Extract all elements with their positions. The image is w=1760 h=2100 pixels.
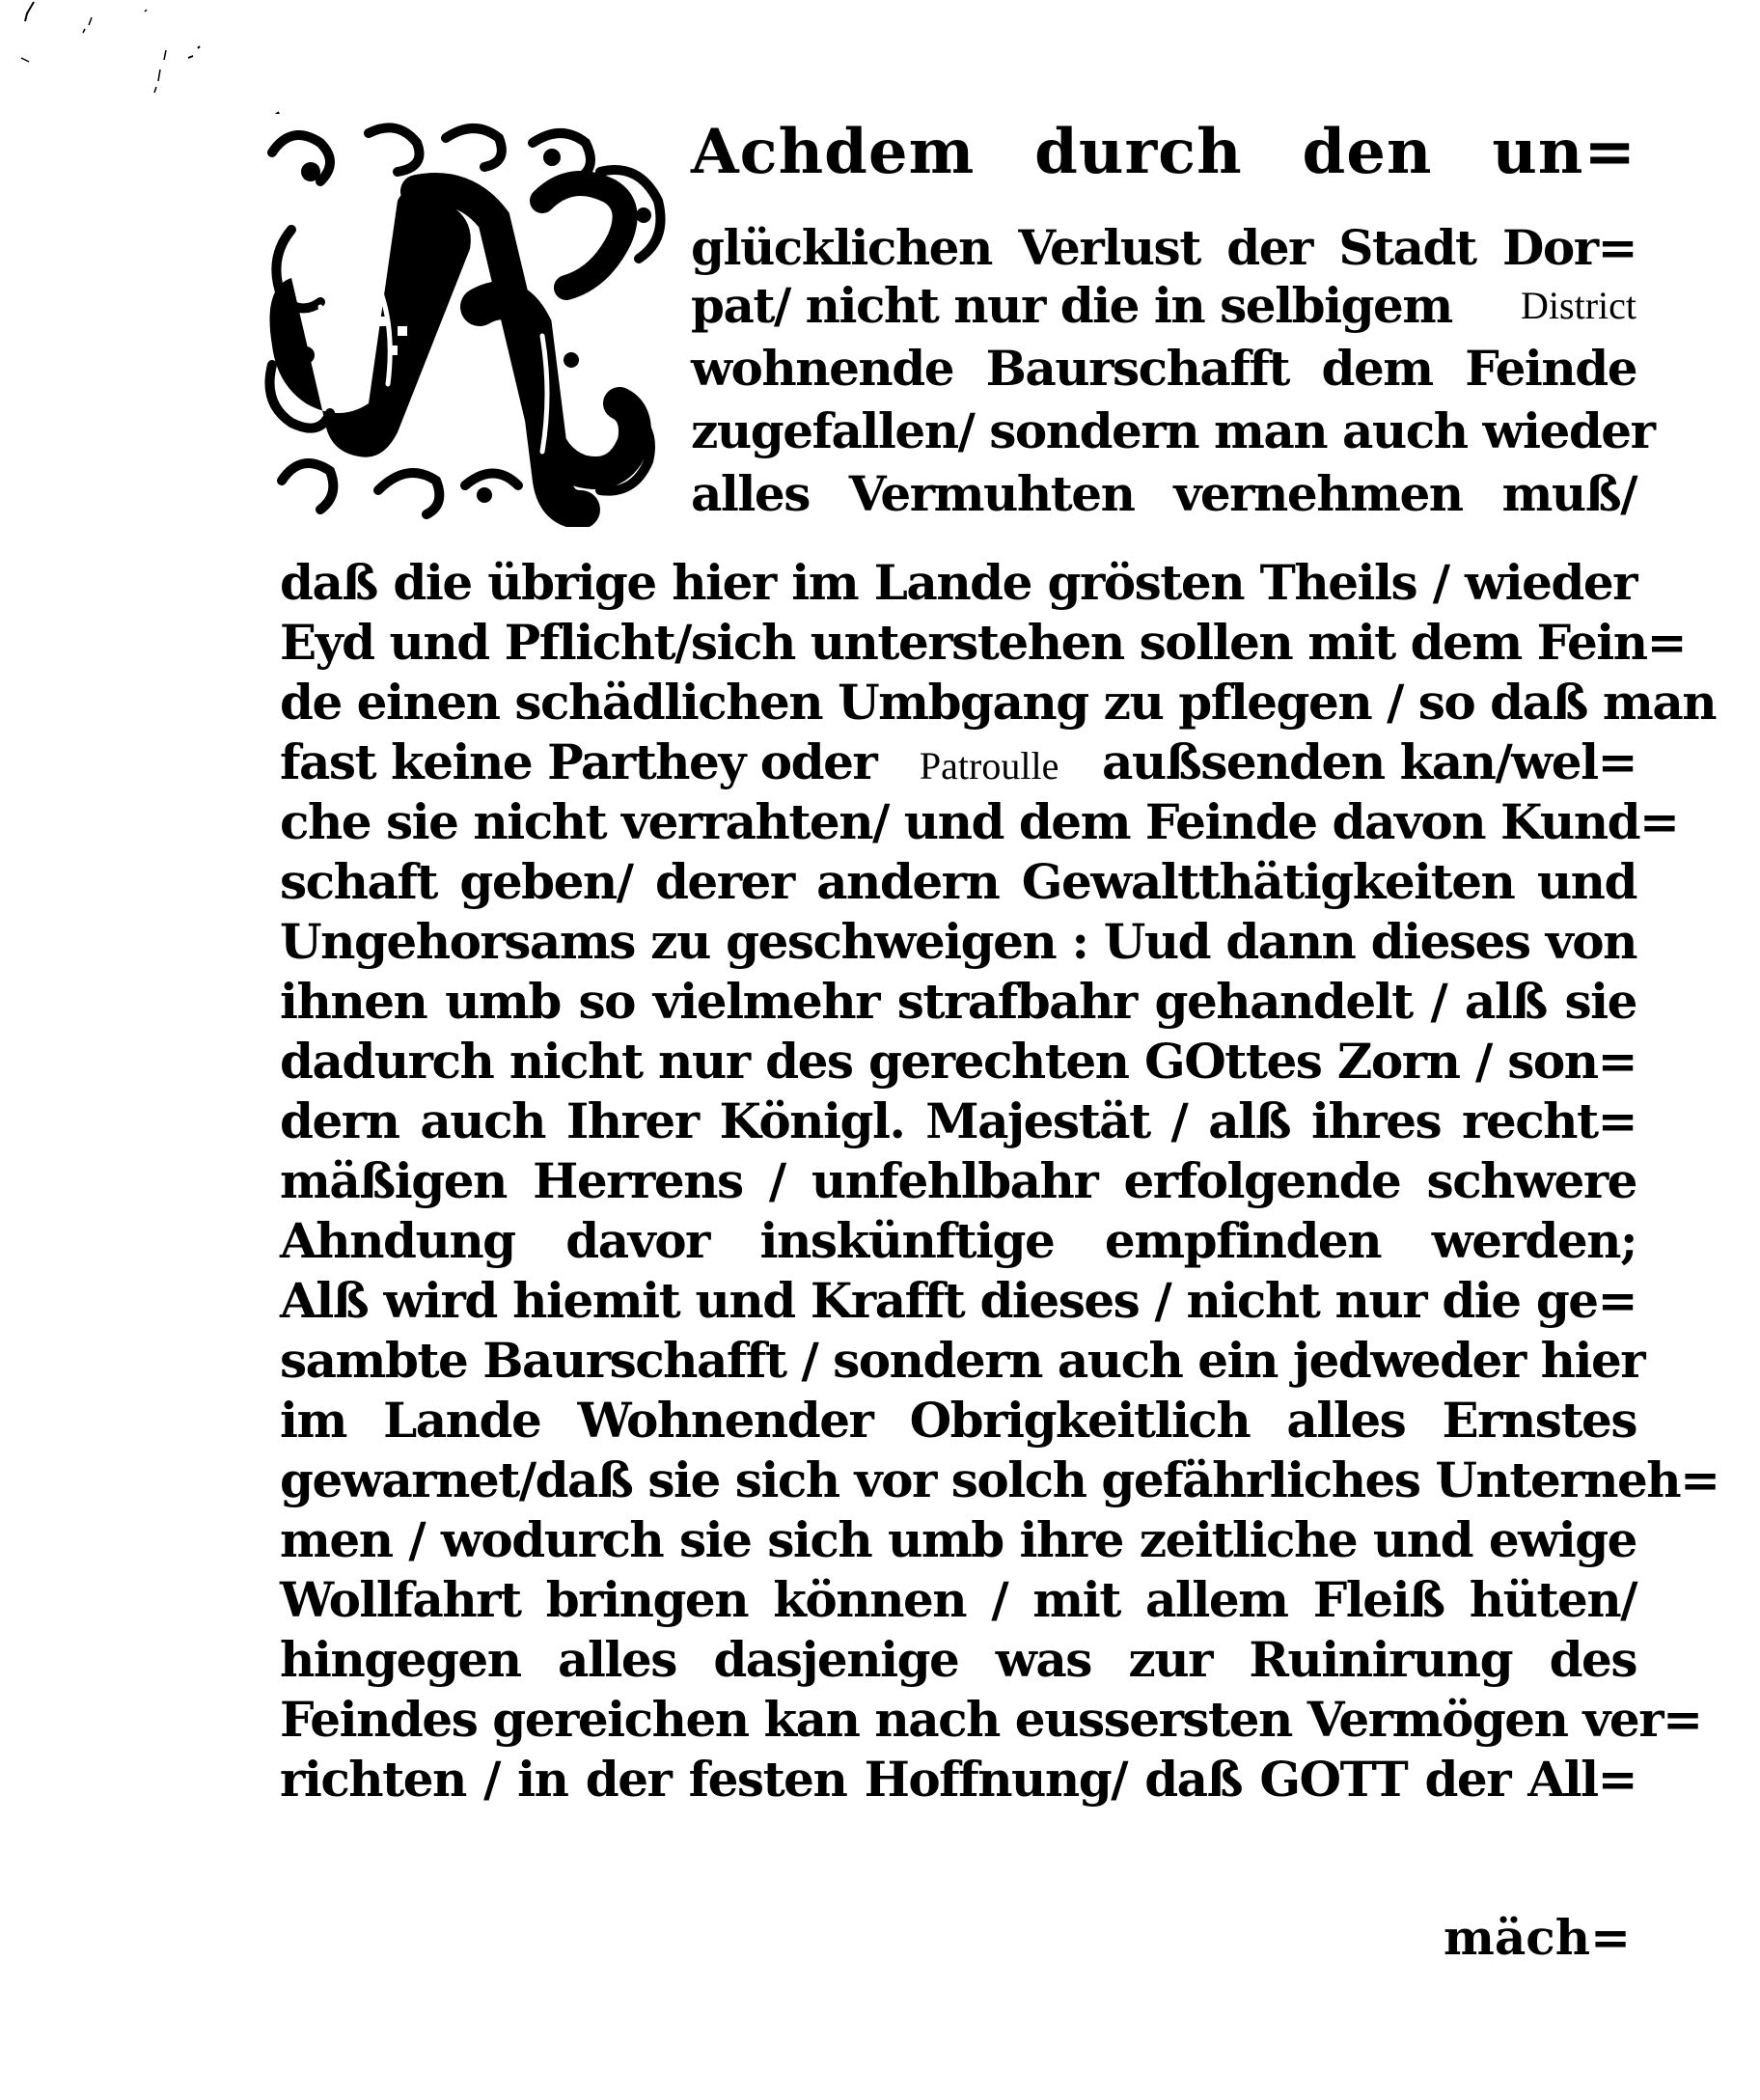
handwritten-mark-icon xyxy=(0,0,289,145)
text-line-15: dadurch nicht nur des gerechten GOttes Zorn / son= xyxy=(280,1033,1636,1090)
text-line-9: de einen schädlichen Umbgang zu pflegen / so daß man xyxy=(280,674,1717,731)
text-line-8: Eyd und Pflicht/sich unterstehen sollen mit dem Fein= xyxy=(280,614,1686,671)
text-line-1: Achdem durch den un= xyxy=(691,116,1636,188)
text-line-18: Ahndung davor inskünftige empfinden werden; xyxy=(280,1212,1636,1269)
text-line-5: zugefallen/ sondern man auch wieder xyxy=(691,402,1655,459)
text-line-21: im Lande Wohnender Obrigkeitlich alles Ernstes xyxy=(280,1392,1636,1449)
text-line-10 xyxy=(280,732,1636,793)
text-line-12: schaft geben/ derer andern Gewaltthätigkeiten und xyxy=(280,853,1636,910)
text-line-2: glücklichen Verlust der Stadt Dor= xyxy=(691,219,1636,276)
text-line-23: men / wodurch sie sich umb ihre zeitliche und ewige xyxy=(280,1511,1636,1568)
text-line-26: Feindes gereichen kan nach eussersten Vermögen ver= xyxy=(280,1691,1702,1748)
text-line-10-end: außsenden kan/wel= xyxy=(1102,733,1636,790)
text-line-22: gewarnet/daß sie sich vor solch gefährliches Unterneh= xyxy=(280,1451,1719,1508)
latin-word-patroulle: Patroulle xyxy=(919,744,1059,788)
text-line-24: Wollfahrt bringen können / mit allem Fleiß hüten/ xyxy=(280,1571,1636,1628)
text-line-3 xyxy=(691,275,1636,337)
text-line-4: wohnende Baurschafft dem Feinde xyxy=(691,340,1636,397)
text-line-19: Alß wird hiemit und Krafft dieses / nicht nur die ge= xyxy=(280,1272,1636,1329)
ornamental-initial-n-icon xyxy=(253,114,677,527)
catchword: mäch= xyxy=(1444,1909,1631,1966)
text-line-17: mäßigen Herrens / unfehlbahr erfolgende schwere xyxy=(280,1152,1636,1209)
text-line-7: daß die übrige hier im Lande grösten Theils / wieder xyxy=(280,554,1636,611)
text-line-14: ihnen umb so vielmehr strafbahr gehandelt / alß sie xyxy=(280,973,1636,1030)
text-line-6: alles Vermuhten vernehmen muß/ xyxy=(691,465,1636,522)
latin-word-district: District xyxy=(1521,284,1636,327)
text-line-10-start: fast keine Parthey oder xyxy=(280,733,877,790)
text-line-11: che sie nicht verrahten/ und dem Feinde davon Kund= xyxy=(280,793,1679,850)
text-line-16: dern auch Ihrer Königl. Majestät / alß ihres recht= xyxy=(280,1092,1636,1149)
text-line-20: sambte Baurschafft / sondern auch ein jedweder hier xyxy=(280,1332,1645,1389)
text-line-25: hingegen alles dasjenige was zur Ruinirung des xyxy=(280,1631,1636,1688)
text-line-27: richten / in der festen Hoffnung/ daß GOTT der All= xyxy=(280,1751,1636,1808)
text-line-3-fraktur: pat/ nicht nur die in selbigem xyxy=(691,277,1452,334)
text-line-13: Ungehorsams zu geschweigen : Uud dann dieses von xyxy=(280,913,1636,970)
